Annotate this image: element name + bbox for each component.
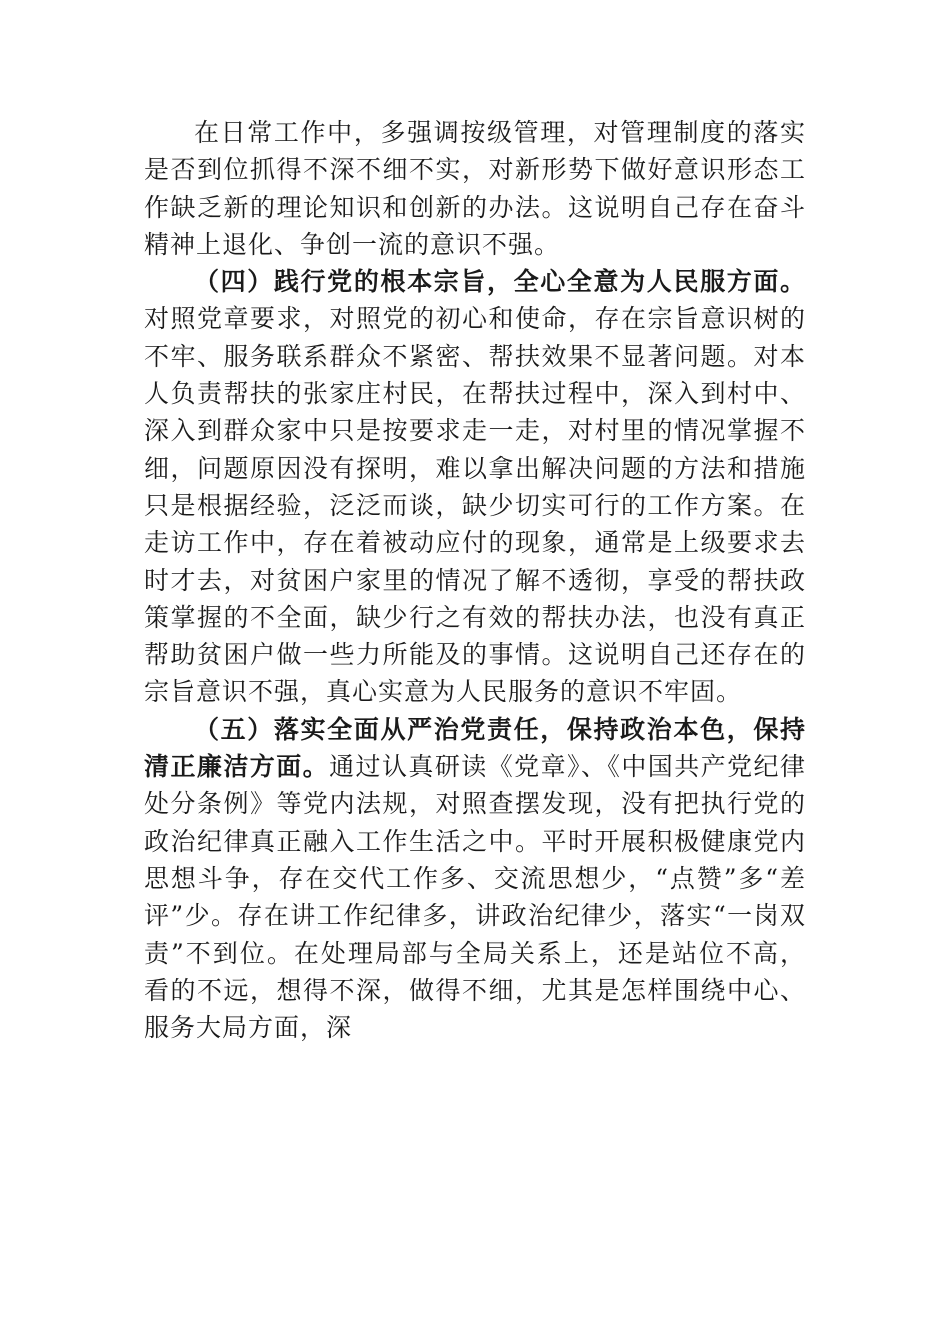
- paragraph-text: 通过认真研读《党章》、《中国共产党纪律处分条例》等党内法规，对照查摆发现，没有把执行党的政治纪律真正融入工作生活之中。平时开展积极健康党内思想斗争，存在交代工作多、交流思想少，“点赞”多“差评”少。存在讲工作纪律多，讲政治纪律少，落实“一岗双责”不到位。在处理局部与全局关系上，还是站位不高，看的不远，想得不深，做得不细，尤其是怎样围绕中心、服务大局方面，深: [144, 752, 806, 1043]
- document-body: [144, 114, 806, 1046]
- paragraph-work-management: [144, 114, 806, 263]
- section-four-heading: （四）践行党的根本宗旨，全心全意为人民服方面。: [194, 267, 806, 297]
- paragraph-text: 在日常工作中，多强调按级管理，对管理制度的落实是否到位抓得不深不细不实，对新形势下做好意识形态工作缺乏新的理论知识和创新的办法。这说明自己存在奋斗精神上退化、争创一流的意识不强。: [144, 118, 806, 259]
- paragraph-text: 对照党章要求，对照党的初心和使命，存在宗旨意识树的不牢、服务联系群众不紧密、帮扶效果不显著问题。对本人负责帮扶的张家庄村民，在帮扶过程中，深入到村中、深入到群众家中只是按要求走一走，对村里的情况掌握不细，问题原因没有探明，难以拿出解决问题的方法和措施只是根据经验，泛泛而谈，缺少切实可行的工作方案。在走访工作中，存在着被动应付的现象，通常是上级要求去时才去，对贫困户家里的情况了解不透彻，享受的帮扶政策掌握的不全面，缺少行之有效的帮扶办法，也没有真正帮助贫困户做一些力所能及的事情。这说明自己还存在的宗旨意识不强，真心实意为人民服务的意识不牢固。: [144, 304, 806, 707]
- paragraph-section-five: [144, 711, 806, 1047]
- paragraph-section-four: [144, 263, 806, 711]
- section-five-heading: （五）落实全面从严治党责任，保持政治本色，保持清正廉洁方面。: [144, 714, 806, 782]
